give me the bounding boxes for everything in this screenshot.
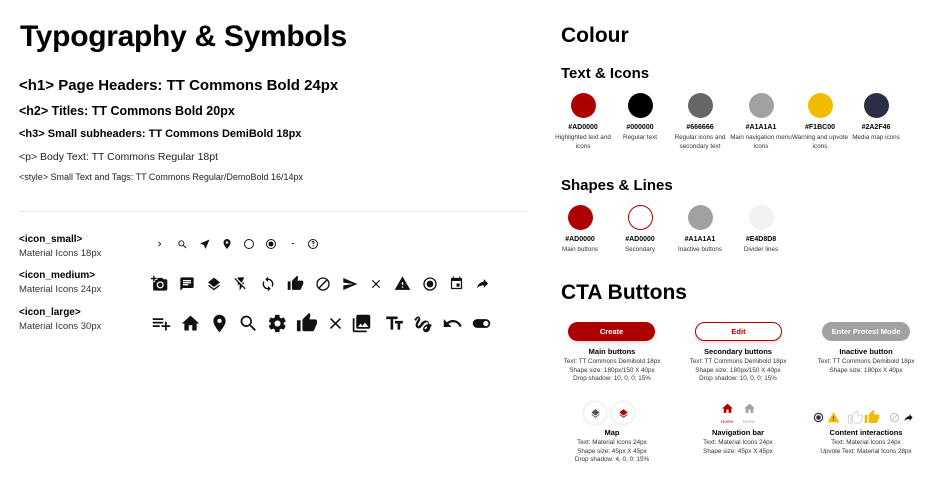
help-outline-icon bbox=[307, 238, 319, 250]
event-icon bbox=[449, 276, 464, 291]
swatch-label: Regular icons and secondary text bbox=[674, 134, 726, 150]
home-icon bbox=[180, 313, 201, 334]
swatch-label: Media map icons bbox=[852, 134, 900, 141]
swatch-inactive-buttons bbox=[668, 205, 732, 254]
swatch-hex: #000000 bbox=[626, 124, 654, 131]
swatch-hex: #A1A1A1 bbox=[684, 236, 716, 243]
gesture-icon bbox=[413, 313, 434, 334]
warning-icon bbox=[394, 275, 411, 292]
circle-outline-icon bbox=[243, 238, 255, 250]
caption-line: Shape size: 45px X 45px bbox=[703, 447, 773, 455]
swatch-hex: #AD0000 bbox=[625, 236, 655, 243]
thumb-up-icon[interactable] bbox=[864, 409, 880, 425]
icon-medium-label bbox=[19, 270, 101, 295]
swatch-hex: #A1A1A1 bbox=[745, 124, 777, 131]
color-dot bbox=[749, 93, 774, 118]
edit-button[interactable]: Edit bbox=[695, 322, 782, 341]
thumb-up-outline-icon[interactable] bbox=[848, 410, 863, 425]
caption-line: Text: TT Commons Demibold 18px bbox=[689, 358, 787, 365]
color-dot bbox=[749, 205, 774, 230]
swatch-label: Regular text bbox=[623, 134, 657, 141]
swatch-highlighted bbox=[551, 93, 615, 151]
swatch-hex: #2A2F46 bbox=[861, 124, 891, 131]
caption-line: Text: Material Icons 24px bbox=[577, 439, 647, 446]
icon-medium-desc: Material Icons 24px bbox=[19, 284, 102, 295]
swatch-hex: #AD0000 bbox=[565, 236, 595, 243]
enter-protest-mode-button[interactable]: Enter Protest Mode bbox=[822, 322, 910, 341]
swatch-label: Divider lines bbox=[743, 246, 779, 253]
small-text-sample: <style> Small Text and Tags: TT Commons Regular/DemoBold 16/14px bbox=[19, 172, 303, 182]
map-layers-button[interactable] bbox=[584, 402, 606, 424]
secondary-buttons-caption bbox=[668, 347, 808, 384]
close-icon bbox=[369, 277, 383, 291]
undo-icon bbox=[442, 313, 463, 334]
color-dot bbox=[688, 93, 713, 118]
swatch-media-map bbox=[844, 93, 908, 142]
text-fields-icon bbox=[384, 313, 405, 334]
radio-checked-icon bbox=[422, 276, 438, 292]
caption-line: Text: Material Icons 24px bbox=[703, 439, 773, 446]
map-layers-active-button[interactable] bbox=[612, 402, 634, 424]
nav-label: Home bbox=[720, 419, 733, 424]
caption-line: Drop shadow: 4, 0, 0; 15% bbox=[574, 456, 650, 463]
playlist-add-icon bbox=[151, 313, 172, 334]
caption-title: Content interactions bbox=[829, 428, 903, 437]
swatch-hex: #AD0000 bbox=[568, 124, 598, 131]
caption-title: Main buttons bbox=[588, 347, 636, 356]
caption-line: Shape size: 180px/150 X 40px bbox=[695, 366, 781, 374]
caption-line: Text: TT Commons Demibold 18px bbox=[817, 358, 915, 365]
home-icon bbox=[743, 402, 756, 415]
color-dot bbox=[864, 93, 889, 118]
swatch-secondary bbox=[608, 205, 672, 254]
icon-large-row bbox=[151, 312, 492, 334]
content-interactions-caption bbox=[796, 428, 936, 456]
flash-off-icon bbox=[233, 276, 249, 292]
share-forward-icon[interactable] bbox=[903, 412, 914, 423]
caption-line: Shape size: 180px/150 X 40px bbox=[569, 366, 655, 374]
swatch-divider-lines bbox=[729, 205, 793, 254]
swatch-hex: #666666 bbox=[686, 124, 714, 131]
caption-line: Drop shadow: 10, 0, 0; 15% bbox=[699, 375, 777, 382]
swatch-label: Secondary bbox=[624, 246, 656, 253]
h3-sample: <h3> Small subheaders: TT Commons DemiBold 18px bbox=[19, 128, 302, 140]
swatch-label: Inactive buttons bbox=[677, 246, 723, 253]
swatch-label: Main navigation menu icons bbox=[730, 134, 792, 150]
create-button[interactable]: Create bbox=[568, 322, 655, 341]
layers-icon bbox=[206, 276, 222, 292]
page-title: Typography & Symbols bbox=[20, 20, 347, 53]
caption-title: Inactive button bbox=[839, 347, 893, 356]
search-icon bbox=[238, 313, 259, 334]
color-dot bbox=[628, 205, 653, 230]
icon-large-label bbox=[19, 307, 101, 332]
shapes-lines-title: Shapes & Lines bbox=[561, 177, 673, 194]
icon-small-row bbox=[155, 238, 319, 250]
section-divider bbox=[19, 211, 527, 212]
color-dot bbox=[688, 205, 713, 230]
cta-title: CTA Buttons bbox=[561, 281, 687, 304]
nav-home-active[interactable] bbox=[716, 402, 738, 424]
color-dot bbox=[628, 93, 653, 118]
color-dot bbox=[808, 93, 833, 118]
caption-line: Text: TT Commons Demibold 18px bbox=[563, 358, 661, 365]
caption-line: Shape size: 180px X 40px bbox=[829, 366, 903, 374]
h1-sample: <h1> Page Headers: TT Commons Bold 24px bbox=[19, 77, 339, 94]
sync-icon bbox=[260, 276, 276, 292]
paragraph-sample: <p> Body Text: TT Commons Regular 18pt bbox=[19, 151, 219, 163]
radio-checked-icon bbox=[265, 238, 277, 250]
warning-icon[interactable] bbox=[827, 411, 840, 424]
text-icons-title: Text & Icons bbox=[561, 65, 650, 82]
swatch-hex: #F1BC00 bbox=[805, 124, 835, 131]
swatch-nav-icons bbox=[729, 93, 793, 151]
swatch-hex: #E4D8D8 bbox=[745, 236, 777, 243]
share-forward-icon bbox=[475, 276, 490, 291]
nav-label: Home bbox=[742, 419, 755, 424]
caption-line: Shape size: 45px X 45px bbox=[577, 447, 647, 455]
color-dot bbox=[568, 205, 593, 230]
nav-home-inactive[interactable] bbox=[738, 402, 760, 424]
icon-medium-row bbox=[151, 275, 490, 292]
chat-icon bbox=[179, 276, 195, 292]
photo-library-icon bbox=[351, 313, 372, 334]
place-icon bbox=[209, 313, 230, 334]
thumb-up-icon bbox=[287, 275, 304, 292]
block-icon[interactable] bbox=[889, 412, 900, 423]
swatch-label: Main buttons bbox=[561, 246, 599, 253]
home-icon bbox=[721, 402, 734, 415]
toggle-icon bbox=[471, 313, 492, 334]
icon-medium-tag: <icon_medium> bbox=[19, 270, 96, 281]
navigation-icon bbox=[199, 238, 211, 250]
close-icon bbox=[326, 314, 345, 333]
swatch-warning bbox=[788, 93, 852, 151]
caption-line: Text: Material Icons 24px bbox=[831, 439, 901, 446]
icon-large-tag: <icon_large> bbox=[19, 307, 81, 318]
settings-icon bbox=[267, 313, 288, 334]
layers-icon bbox=[618, 408, 629, 419]
caption-line: Upvote Text: Material Icons 28px bbox=[820, 447, 912, 455]
add-a-photo-icon bbox=[151, 275, 168, 292]
swatch-regular-icons bbox=[668, 93, 732, 151]
icon-small-label bbox=[19, 234, 101, 259]
inactive-button-caption bbox=[796, 347, 936, 375]
radio-checked-icon[interactable] bbox=[813, 412, 824, 423]
swatch-label: Warning and upvote icons bbox=[791, 134, 849, 150]
thumb-up-icon bbox=[296, 312, 318, 334]
swatch-regular-text bbox=[608, 93, 672, 142]
place-icon bbox=[221, 238, 233, 250]
h2-sample: <h2> Titles: TT Commons Bold 20px bbox=[19, 104, 235, 118]
navigation-bar-caption bbox=[668, 428, 808, 456]
colour-title: Colour bbox=[561, 24, 629, 47]
layers-icon bbox=[590, 408, 601, 419]
icon-small-desc: Material Icons 18px bbox=[19, 248, 102, 259]
send-icon bbox=[342, 276, 358, 292]
swatch-label: Highlighted text and icons bbox=[555, 134, 611, 150]
caption-title: Navigation bar bbox=[711, 428, 765, 437]
arrow-drop-down-icon bbox=[287, 238, 299, 250]
main-buttons-caption bbox=[542, 347, 682, 384]
content-interactions-row bbox=[813, 409, 914, 425]
caption-line: Drop shadow: 10, 0, 0; 15% bbox=[573, 375, 651, 382]
icon-small-tag: <icon_small> bbox=[19, 234, 83, 245]
chevron-right-icon bbox=[155, 238, 165, 250]
color-dot bbox=[571, 93, 596, 118]
block-icon bbox=[315, 276, 331, 292]
swatch-main-buttons bbox=[548, 205, 612, 254]
icon-large-desc: Material Icons 30px bbox=[19, 321, 102, 332]
map-caption bbox=[542, 428, 682, 465]
search-icon bbox=[177, 239, 188, 250]
caption-title: Map bbox=[604, 428, 620, 437]
caption-title: Secondary buttons bbox=[704, 347, 772, 356]
